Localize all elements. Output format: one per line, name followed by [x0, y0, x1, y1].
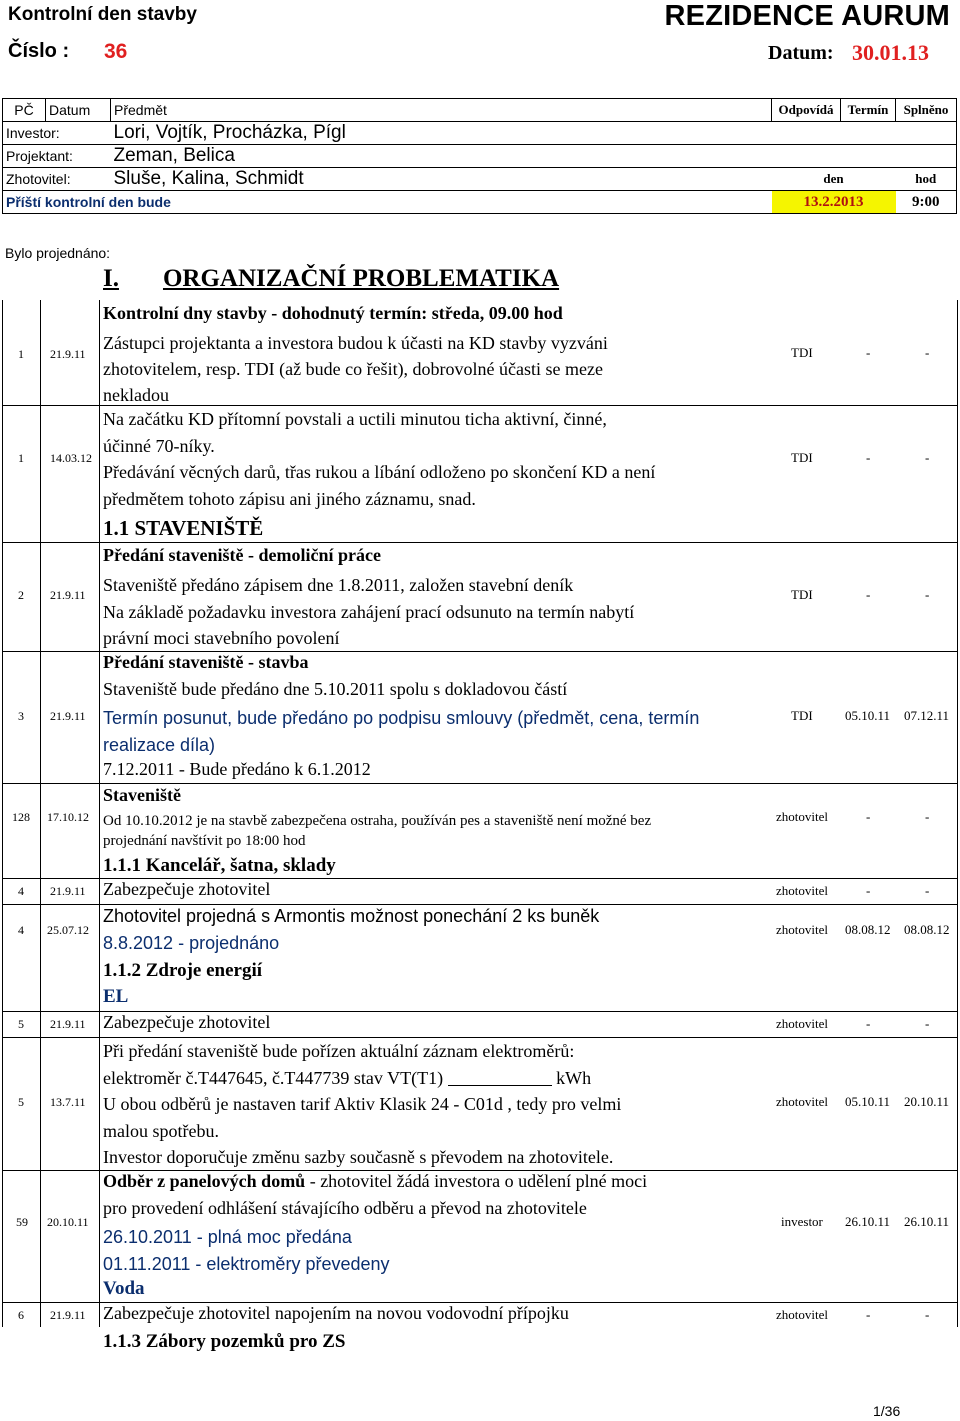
next-day-time: 9:00: [896, 191, 957, 214]
row-note: Termín posunut, bude předáno po podpisu smlouvy (předmět, cena, termín realizace díla): [103, 708, 700, 755]
document-title: Kontrolní den stavby: [8, 4, 197, 25]
row-responsible: TDI: [791, 587, 813, 602]
den-label: den: [772, 168, 896, 191]
row-pc: 128: [12, 810, 30, 824]
row-done: 20.10.11: [904, 1094, 950, 1109]
row-note: 26.10.2011 - plná moc předána 01.11.2011 - elektroměry převedeny: [103, 1227, 390, 1274]
row-term: 05.10.11: [845, 708, 891, 723]
header-table: [2, 98, 957, 214]
row-text: Staveniště předáno zápisem dne 1.8.2011, založen stavební deník Na základě požadavku investora zahájení prací odsunuto na termín nabytí právní moci stavebního povolení: [103, 575, 635, 648]
row-heading: Předání staveniště - demoliční práce: [103, 545, 381, 565]
row-text: Zabezpečuje zhotovitel napojením na novou vodovodní přípojku: [103, 1303, 569, 1323]
row-text: pro provedení odhlášení stávajícího odběru a převod na zhotovitele: [103, 1198, 587, 1218]
row-date: 21.9.11: [50, 1308, 86, 1322]
party-value: Zeman, Belica: [111, 145, 957, 168]
row-text: Zabezpečuje zhotovitel: [103, 1012, 271, 1032]
row-done: 08.08.12: [904, 922, 950, 937]
col-predmet: Předmět: [111, 99, 772, 122]
row-term: 08.08.12: [845, 922, 891, 937]
row-pc: 5: [18, 1095, 24, 1109]
next-day-date: 13.2.2013: [772, 191, 896, 214]
subsection-heading: 1.1.3 Zábory pozemků pro ZS: [103, 1331, 346, 1352]
party-label: Projektant:: [3, 145, 111, 168]
row-pc: 6: [18, 1308, 24, 1322]
row-text: Staveniště bude předáno dne 5.10.2011 spolu s dokladovou částí: [103, 679, 568, 699]
subsection-heading: 1.1 STAVENIŠTĚ: [103, 516, 264, 540]
row-date: 13.7.11: [50, 1095, 86, 1109]
row-pc: 4: [18, 923, 24, 937]
row-pc: 1: [18, 451, 24, 465]
discussed-label: Bylo projednáno:: [5, 245, 111, 261]
row-responsible: zhotovitel: [776, 922, 828, 937]
row-date: 21.9.11: [50, 1017, 86, 1031]
row-text: Od 10.10.2012 je na stavbě zabezpečena ostraha, používán pes a staveniště není možné bez projednání navštívit po 18:00 hod: [103, 813, 652, 849]
row-responsible: TDI: [791, 345, 813, 360]
project-name: REZIDENCE AURUM: [664, 0, 950, 32]
row-responsible: zhotovitel: [776, 883, 828, 898]
row-done: -: [925, 345, 930, 360]
row-responsible: zhotovitel: [776, 1016, 828, 1031]
row-text: Zhotovitel projedná s Armontis možnost ponechání 2 ks buněk: [103, 906, 600, 926]
meeting-number: 36: [104, 40, 128, 63]
col-odpovida: Odpovídá: [772, 99, 841, 122]
category-label: Voda: [103, 1278, 145, 1299]
row-pc: 5: [18, 1017, 24, 1031]
page-number: 1/36: [873, 1403, 901, 1419]
row-text: Zabezpečuje zhotovitel: [103, 879, 271, 899]
row-text: Na začátku KD přítomní povstali a uctili minutou ticha aktivní, činné, účinné 70-níky. Předávání věcných darů, třas rukou a líbání odloženo po skončení KD a není předmětem tohoto zápisu ani jiného záznamu, snad.: [103, 409, 656, 509]
row-note: 8.8.2012 - projednáno: [103, 933, 280, 953]
row-date: 21.9.11: [50, 884, 86, 898]
section-title: ORGANIZAČNÍ PROBLEMATIKA: [162, 265, 560, 292]
row-done: -: [925, 1307, 930, 1322]
number-label: Číslo :: [8, 40, 70, 62]
subsection-heading: 1.1.1 Kancelář, šatna, sklady: [103, 855, 336, 876]
row-term: 05.10.11: [845, 1094, 891, 1109]
row-term: -: [866, 883, 871, 898]
row-term: 26.10.11: [845, 1214, 891, 1229]
subsection-heading: 1.1.2 Zdroje energií: [103, 960, 263, 981]
row-pc: 4: [18, 884, 24, 898]
row-done: -: [925, 587, 930, 602]
col-datum: Datum: [46, 99, 111, 122]
row-heading: Staveniště: [103, 785, 181, 805]
row-heading: Předání staveniště - stavba: [103, 652, 309, 672]
row-date: 21.9.11: [50, 347, 86, 361]
row-term: -: [866, 345, 871, 360]
row-responsible: zhotovitel: [776, 1094, 828, 1109]
section-number: I.: [103, 265, 119, 292]
row-date: 25.07.12: [47, 923, 89, 937]
party-value: Lori, Vojtík, Procházka, Pígl: [111, 122, 957, 145]
row-text: Kontrolní dny stavby - dohodnutý termín: středa, 09.00 hod: [103, 303, 563, 323]
row-pc: 59: [16, 1215, 28, 1229]
row-responsible: TDI: [791, 708, 813, 723]
col-termin: Termín: [841, 99, 896, 122]
row-responsible: zhotovitel: [776, 1307, 828, 1322]
row-text: Odběr z panelových domů - zhotovitel žádá investora o udělení plné moci: [103, 1171, 648, 1191]
row-text: Zástupci projektanta a investora budou k účasti na KD stavby vyzváni zhotovitelem, resp. TDI (až bude co řešit), dobrovolné účasti se meze nekladou: [103, 333, 608, 405]
row-pc: 1: [18, 347, 24, 361]
row-done: 07.12.11: [904, 708, 950, 723]
date-label: Datum:: [768, 42, 834, 64]
row-done: -: [925, 883, 930, 898]
row-pc: 2: [18, 588, 24, 602]
row-date: 14.03.12: [50, 451, 92, 465]
hod-label: hod: [896, 168, 957, 191]
row-done: -: [925, 809, 930, 824]
row-pc: 3: [18, 709, 24, 723]
row-date: 20.10.11: [47, 1215, 89, 1229]
row-responsible: zhotovitel: [776, 809, 828, 824]
col-splneno: Splněno: [896, 99, 957, 122]
row-date: 21.9.11: [50, 588, 86, 602]
party-value: Sluše, Kalina, Schmidt: [111, 168, 772, 191]
party-label: Investor:: [3, 122, 111, 145]
row-text: 7.12.2011 - Bude předáno k 6.1.2012: [103, 759, 371, 779]
row-term: -: [866, 587, 871, 602]
row-term: -: [866, 1016, 871, 1031]
row-term: -: [866, 809, 871, 824]
row-done: 26.10.11: [904, 1214, 950, 1229]
meeting-date: 30.01.13: [852, 40, 929, 65]
col-pc: PČ: [3, 99, 46, 122]
section-heading: [103, 265, 559, 293]
row-term: -: [866, 450, 871, 465]
row-text: Při předání staveniště bude pořízen aktuální záznam elektroměrů: elektroměr č.T447645, č.T447739 stav VT(T1) kWh U obou odběrů je nastaven tarif Aktiv Klasik 24 - C01d , tedy pro velmi malou spotřebu. Investor doporučuje změnu sazby současně s převodem na zhotovitele.: [103, 1041, 622, 1167]
next-day-label: Příští kontrolní den bude: [3, 191, 772, 214]
row-date: 21.9.11: [50, 709, 86, 723]
row-done: -: [925, 450, 930, 465]
row-term: -: [866, 1307, 871, 1322]
row-date: 17.10.12: [47, 810, 89, 824]
row-done: -: [925, 1016, 930, 1031]
category-label: EL: [103, 986, 129, 1007]
party-label: Zhotovitel:: [3, 168, 111, 191]
row-responsible: TDI: [791, 450, 813, 465]
row-responsible: investor: [781, 1214, 823, 1229]
